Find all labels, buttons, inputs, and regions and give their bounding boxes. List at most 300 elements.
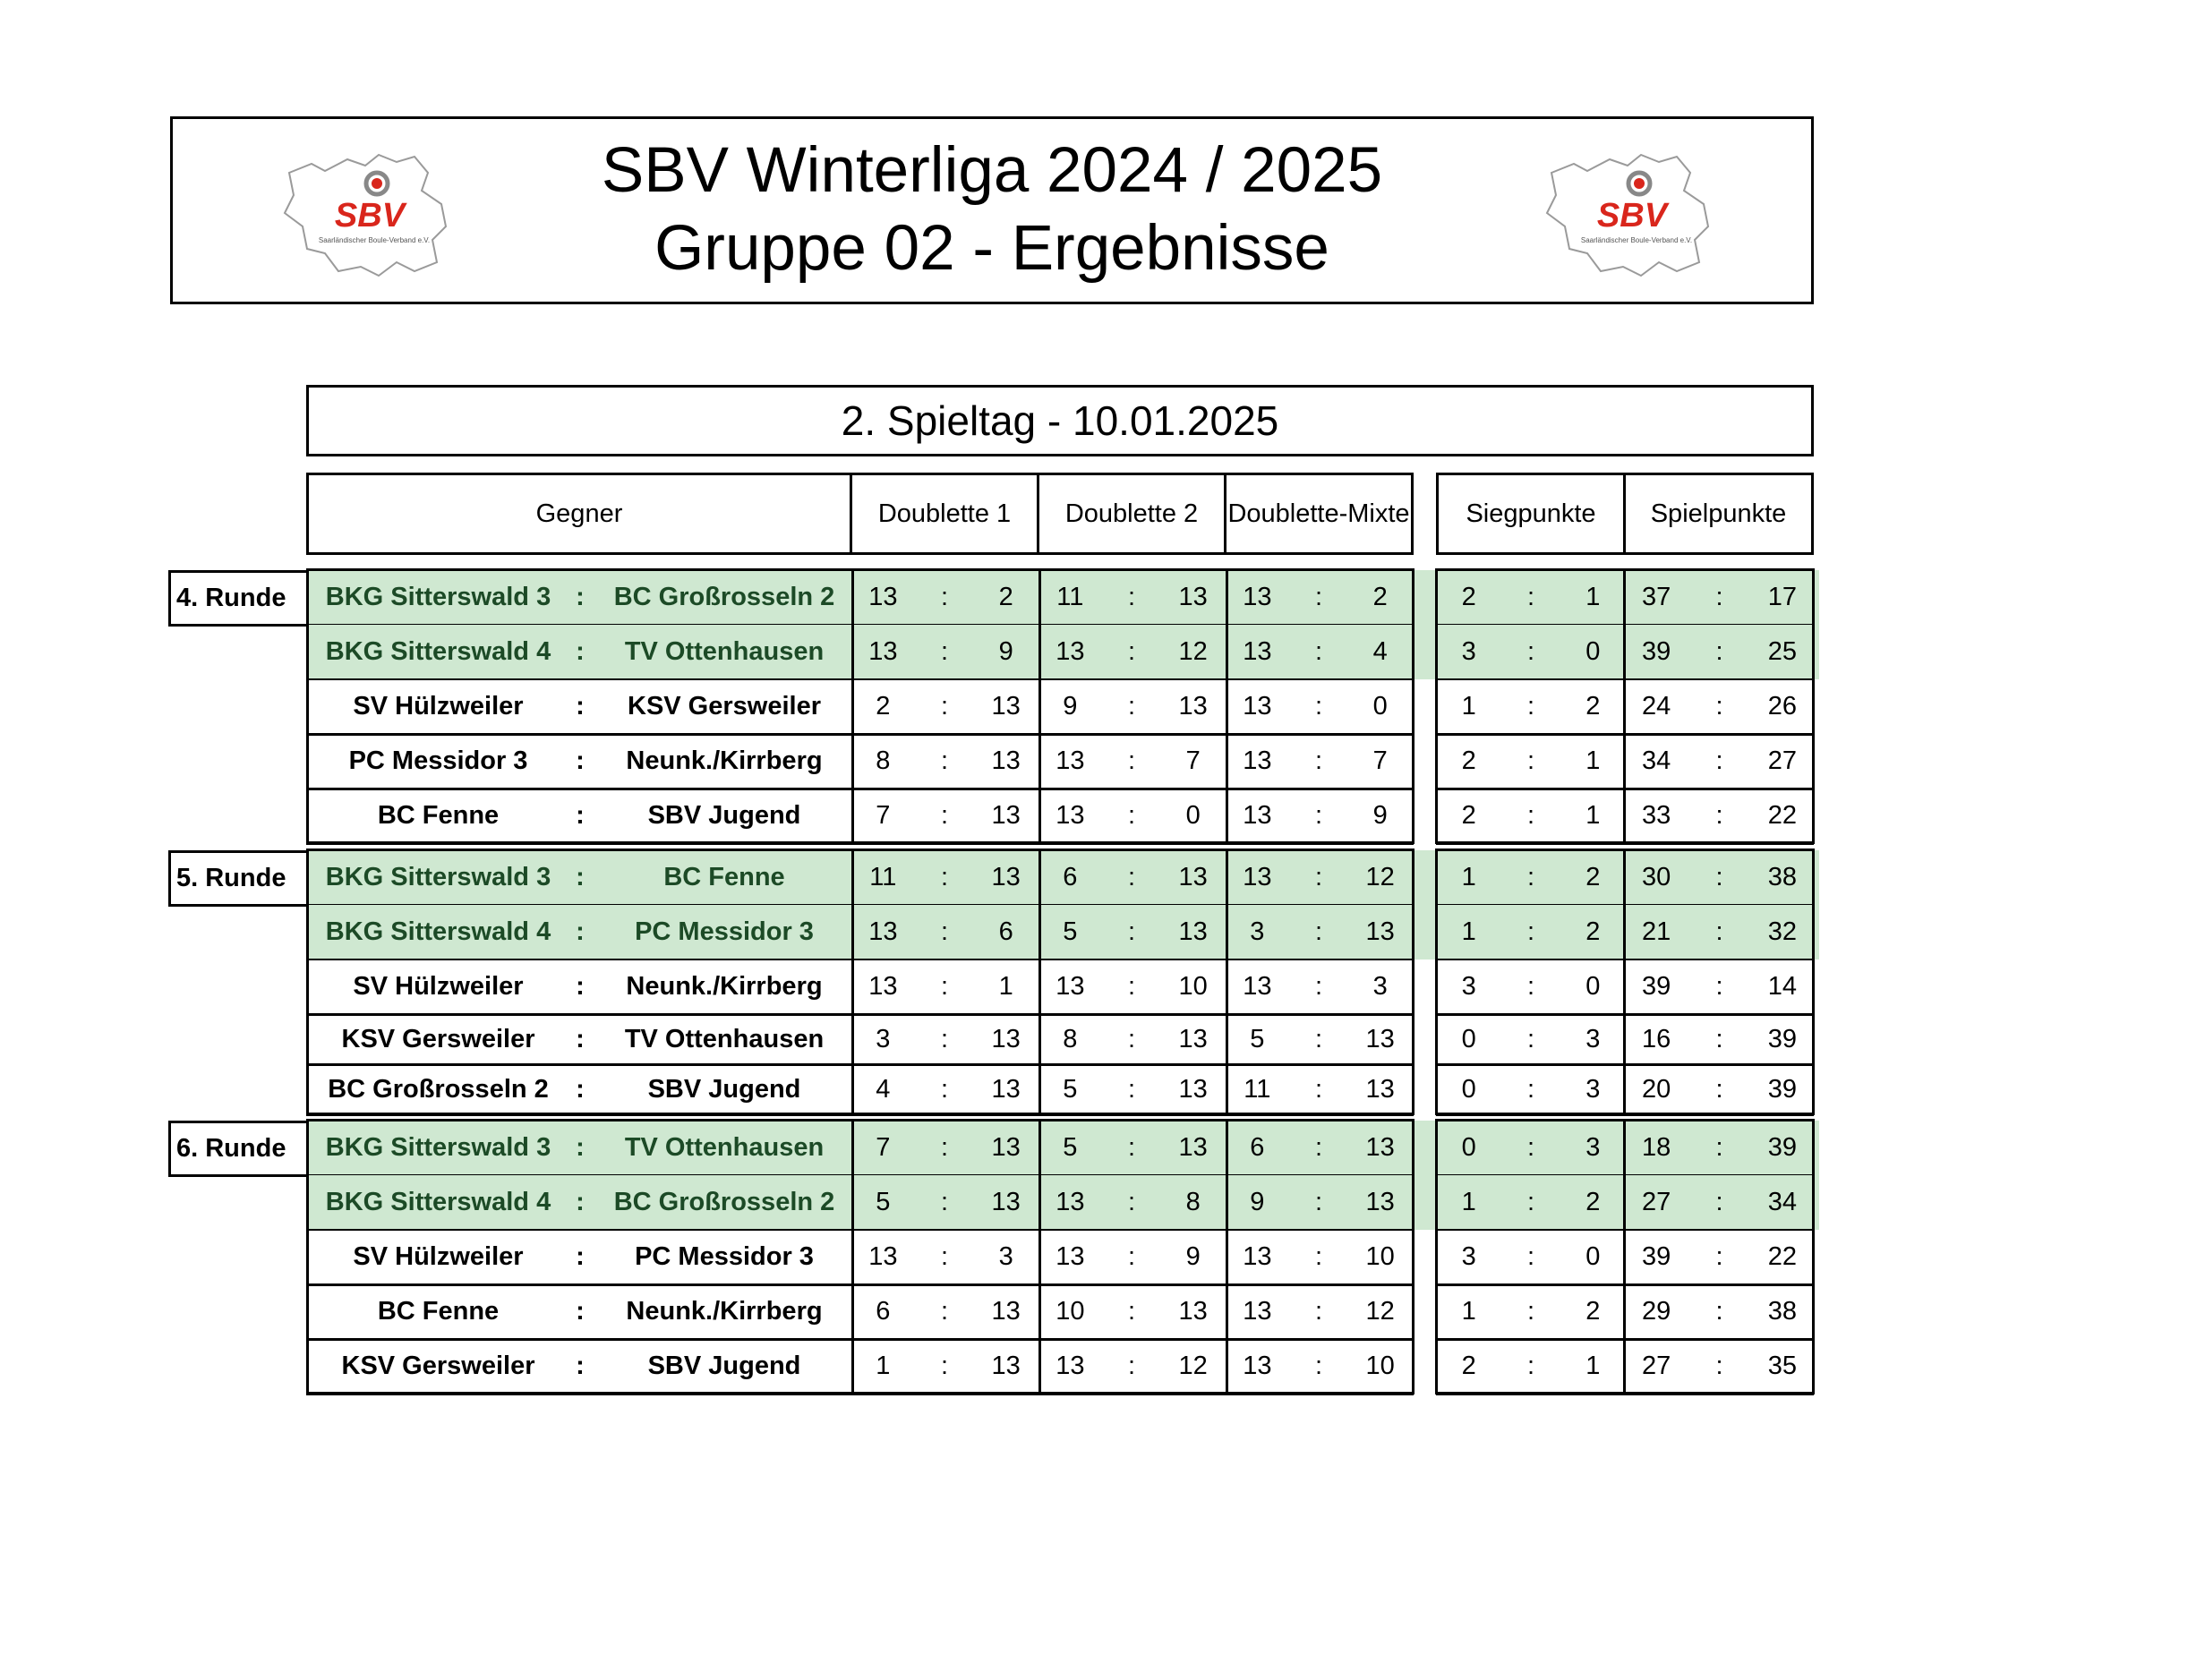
grid-line bbox=[1226, 1119, 1228, 1394]
mx-score-left: 13 bbox=[1243, 583, 1272, 611]
sp-score-left: 0 bbox=[1461, 1133, 1476, 1162]
match-row bbox=[0, 1175, 2188, 1230]
d1-score-left: 8 bbox=[876, 746, 891, 775]
d2-separator: : bbox=[1127, 637, 1136, 666]
d1-score-left: 13 bbox=[868, 583, 898, 611]
mx-score-left: 9 bbox=[1250, 1188, 1265, 1216]
mx-separator: : bbox=[1314, 1074, 1323, 1104]
d1-score-left: 7 bbox=[876, 801, 891, 830]
d1-separator: : bbox=[940, 1133, 949, 1162]
sp-separator: : bbox=[1526, 583, 1535, 611]
sp-separator: : bbox=[1526, 1133, 1535, 1162]
d1-score-right: 6 bbox=[998, 917, 1013, 946]
home-team: KSV Gersweiler bbox=[341, 1352, 535, 1380]
away-team: BC Großrosseln 2 bbox=[613, 1188, 835, 1216]
d1-score-right: 3 bbox=[998, 1242, 1013, 1271]
sp-score-left: 0 bbox=[1461, 1024, 1476, 1053]
mx-separator: : bbox=[1314, 801, 1323, 830]
pts-score-right: 26 bbox=[1767, 692, 1797, 721]
grid-line bbox=[1812, 568, 1815, 844]
d2-score-left: 13 bbox=[1056, 1188, 1085, 1216]
team-separator: : bbox=[576, 1074, 585, 1104]
d2-score-left: 13 bbox=[1056, 1242, 1085, 1271]
pts-separator: : bbox=[1715, 692, 1723, 721]
mx-score-right: 13 bbox=[1365, 1188, 1395, 1216]
d1-score-left: 1 bbox=[876, 1352, 891, 1380]
mx-score-right: 13 bbox=[1365, 1024, 1395, 1053]
team-separator: : bbox=[576, 1297, 585, 1326]
pts-score-left: 27 bbox=[1642, 1188, 1671, 1216]
d2-score-right: 7 bbox=[1185, 746, 1201, 775]
mx-score-right: 0 bbox=[1372, 692, 1388, 721]
d2-score-left: 5 bbox=[1063, 1133, 1078, 1162]
team-separator: : bbox=[576, 801, 585, 830]
d2-score-right: 12 bbox=[1178, 637, 1208, 666]
pts-score-left: 29 bbox=[1642, 1297, 1671, 1326]
d1-separator: : bbox=[940, 692, 949, 721]
d1-separator: : bbox=[940, 1297, 949, 1326]
d2-score-left: 13 bbox=[1056, 637, 1085, 666]
d2-separator: : bbox=[1127, 583, 1136, 611]
match-row bbox=[0, 1339, 2188, 1394]
mx-separator: : bbox=[1314, 583, 1323, 611]
pts-score-right: 38 bbox=[1767, 1297, 1797, 1326]
mx-score-left: 13 bbox=[1243, 972, 1272, 1001]
d2-separator: : bbox=[1127, 1133, 1136, 1162]
sp-score-left: 3 bbox=[1461, 1242, 1476, 1271]
mx-score-right: 3 bbox=[1372, 972, 1388, 1001]
match-row bbox=[0, 570, 2188, 625]
mx-score-left: 13 bbox=[1243, 863, 1272, 891]
grid-line bbox=[1038, 568, 1041, 844]
match-row bbox=[0, 1121, 2188, 1175]
d2-score-left: 5 bbox=[1063, 917, 1078, 946]
pts-separator: : bbox=[1715, 863, 1723, 891]
sp-score-left: 2 bbox=[1461, 583, 1476, 611]
sp-separator: : bbox=[1526, 863, 1535, 891]
pts-score-right: 25 bbox=[1767, 637, 1797, 666]
d1-score-left: 13 bbox=[868, 637, 898, 666]
mx-score-left: 13 bbox=[1243, 746, 1272, 775]
home-team: BC Großrosseln 2 bbox=[328, 1074, 549, 1104]
d2-separator: : bbox=[1127, 746, 1136, 775]
d2-score-right: 0 bbox=[1185, 801, 1201, 830]
match-row bbox=[0, 1284, 2188, 1339]
pts-separator: : bbox=[1715, 1352, 1723, 1380]
d2-separator: : bbox=[1127, 1352, 1136, 1380]
grid-line bbox=[1226, 568, 1228, 844]
home-team: BKG Sitterswald 3 bbox=[325, 863, 551, 891]
d2-score-left: 11 bbox=[1056, 583, 1084, 611]
d2-score-left: 8 bbox=[1063, 1024, 1078, 1053]
d2-score-right: 13 bbox=[1178, 863, 1208, 891]
pts-separator: : bbox=[1715, 1188, 1723, 1216]
grid-line bbox=[306, 841, 1414, 844]
grid-line bbox=[1435, 1119, 1438, 1394]
mx-separator: : bbox=[1314, 972, 1323, 1001]
pts-separator: : bbox=[1715, 917, 1723, 946]
pts-score-left: 16 bbox=[1642, 1024, 1671, 1053]
mx-score-right: 13 bbox=[1365, 917, 1395, 946]
sp-score-left: 2 bbox=[1461, 801, 1476, 830]
mx-score-left: 13 bbox=[1243, 801, 1272, 830]
pts-separator: : bbox=[1715, 1297, 1723, 1326]
d2-score-right: 12 bbox=[1178, 1352, 1208, 1380]
svg-text:SBV: SBV bbox=[334, 197, 406, 235]
away-team: SBV Jugend bbox=[647, 1074, 801, 1104]
sp-score-left: 1 bbox=[1461, 863, 1476, 891]
pts-separator: : bbox=[1715, 637, 1723, 666]
mx-score-left: 13 bbox=[1243, 1297, 1272, 1326]
d2-score-right: 9 bbox=[1185, 1242, 1201, 1271]
grid-line bbox=[1038, 849, 1041, 1115]
mx-score-left: 13 bbox=[1243, 692, 1272, 721]
d2-score-left: 13 bbox=[1056, 972, 1085, 1001]
mx-separator: : bbox=[1314, 1352, 1323, 1380]
column-header-siegpunkte: Siegpunkte bbox=[1436, 473, 1626, 555]
mx-separator: : bbox=[1314, 637, 1323, 666]
pts-score-left: 18 bbox=[1642, 1133, 1671, 1162]
d2-separator: : bbox=[1127, 801, 1136, 830]
mx-separator: : bbox=[1314, 1024, 1323, 1053]
sp-score-right: 3 bbox=[1585, 1133, 1601, 1162]
d1-score-left: 13 bbox=[868, 917, 898, 946]
home-team: BC Fenne bbox=[377, 801, 500, 830]
pts-score-right: 34 bbox=[1767, 1188, 1797, 1216]
team-separator: : bbox=[576, 972, 585, 1001]
grid-line bbox=[306, 1113, 1414, 1115]
home-team: BKG Sitterswald 4 bbox=[325, 917, 551, 946]
team-separator: : bbox=[576, 1024, 585, 1053]
sp-separator: : bbox=[1526, 972, 1535, 1001]
match-row bbox=[0, 1064, 2188, 1114]
d2-separator: : bbox=[1127, 692, 1136, 721]
d1-separator: : bbox=[940, 1188, 949, 1216]
mx-score-right: 12 bbox=[1365, 1297, 1395, 1326]
grid-line bbox=[1038, 1119, 1041, 1394]
d2-score-left: 13 bbox=[1056, 801, 1085, 830]
mx-score-right: 9 bbox=[1372, 801, 1388, 830]
pts-separator: : bbox=[1715, 583, 1723, 611]
d1-score-right: 13 bbox=[991, 746, 1021, 775]
mx-separator: : bbox=[1314, 1297, 1323, 1326]
grid-line bbox=[306, 1392, 1414, 1394]
sp-separator: : bbox=[1526, 1297, 1535, 1326]
round-label: 4. Runde bbox=[168, 570, 309, 627]
sp-score-left: 3 bbox=[1461, 972, 1476, 1001]
home-team: BKG Sitterswald 3 bbox=[325, 583, 551, 611]
d1-separator: : bbox=[940, 637, 949, 666]
sp-separator: : bbox=[1526, 692, 1535, 721]
d1-score-right: 13 bbox=[991, 1024, 1021, 1053]
mx-separator: : bbox=[1314, 692, 1323, 721]
sp-score-left: 3 bbox=[1461, 637, 1476, 666]
home-team: BC Fenne bbox=[377, 1297, 500, 1326]
pts-score-right: 39 bbox=[1767, 1074, 1797, 1104]
sp-score-right: 3 bbox=[1585, 1074, 1601, 1104]
pts-score-left: 34 bbox=[1642, 746, 1671, 775]
mx-score-left: 13 bbox=[1243, 1242, 1272, 1271]
d2-score-right: 13 bbox=[1178, 1024, 1208, 1053]
d1-score-left: 13 bbox=[868, 1242, 898, 1271]
pts-score-left: 30 bbox=[1642, 863, 1671, 891]
mx-score-left: 13 bbox=[1243, 637, 1272, 666]
grid-line bbox=[1623, 849, 1626, 1115]
sp-score-left: 1 bbox=[1461, 1297, 1476, 1326]
sp-separator: : bbox=[1526, 1242, 1535, 1271]
sp-separator: : bbox=[1526, 1188, 1535, 1216]
pts-score-right: 22 bbox=[1767, 1242, 1797, 1271]
match-row bbox=[0, 959, 2188, 1014]
d1-score-right: 13 bbox=[991, 1188, 1021, 1216]
pts-separator: : bbox=[1715, 1133, 1723, 1162]
d1-score-left: 13 bbox=[868, 972, 898, 1001]
mx-score-right: 10 bbox=[1365, 1352, 1395, 1380]
d2-score-right: 13 bbox=[1178, 583, 1208, 611]
sp-score-left: 0 bbox=[1461, 1074, 1476, 1104]
d2-score-right: 13 bbox=[1178, 917, 1208, 946]
mx-separator: : bbox=[1314, 863, 1323, 891]
mx-score-right: 13 bbox=[1365, 1133, 1395, 1162]
sp-separator: : bbox=[1526, 917, 1535, 946]
sp-score-left: 1 bbox=[1461, 1188, 1476, 1216]
d1-separator: : bbox=[940, 583, 949, 611]
pts-score-right: 32 bbox=[1767, 917, 1797, 946]
sp-separator: : bbox=[1526, 1074, 1535, 1104]
home-team: BKG Sitterswald 4 bbox=[325, 1188, 551, 1216]
sp-score-right: 3 bbox=[1585, 1024, 1601, 1053]
d1-score-left: 6 bbox=[876, 1297, 891, 1326]
d1-score-right: 13 bbox=[991, 1074, 1021, 1104]
home-team: SV Hülzweiler bbox=[353, 972, 524, 1001]
d1-score-right: 9 bbox=[998, 637, 1013, 666]
sp-score-left: 2 bbox=[1461, 746, 1476, 775]
d2-score-right: 13 bbox=[1178, 1297, 1208, 1326]
home-team: PC Messidor 3 bbox=[348, 746, 528, 775]
d2-separator: : bbox=[1127, 1242, 1136, 1271]
grid-line bbox=[306, 1119, 1414, 1121]
d2-score-right: 13 bbox=[1178, 1133, 1208, 1162]
pts-score-right: 14 bbox=[1767, 972, 1797, 1001]
mx-separator: : bbox=[1314, 746, 1323, 775]
d2-score-left: 10 bbox=[1056, 1297, 1085, 1326]
d1-score-left: 3 bbox=[876, 1024, 891, 1053]
mx-score-left: 11 bbox=[1244, 1074, 1271, 1104]
sp-separator: : bbox=[1526, 1024, 1535, 1053]
sbv-logo-icon bbox=[1525, 137, 1731, 289]
pts-score-left: 33 bbox=[1642, 801, 1671, 830]
d1-score-left: 5 bbox=[876, 1188, 891, 1216]
d1-score-left: 7 bbox=[876, 1133, 891, 1162]
match-row bbox=[0, 1230, 2188, 1284]
match-row bbox=[0, 1014, 2188, 1064]
page-title: SBV Winterliga 2024 / 2025 bbox=[601, 135, 1383, 206]
grid-line bbox=[1412, 849, 1415, 1115]
d1-separator: : bbox=[940, 863, 949, 891]
d2-score-left: 13 bbox=[1056, 1352, 1085, 1380]
d1-score-right: 13 bbox=[991, 1352, 1021, 1380]
sp-score-left: 1 bbox=[1461, 692, 1476, 721]
match-row bbox=[0, 789, 2188, 843]
home-team: SV Hülzweiler bbox=[353, 692, 524, 721]
d1-separator: : bbox=[940, 801, 949, 830]
d2-score-right: 13 bbox=[1178, 1074, 1208, 1104]
team-separator: : bbox=[576, 863, 585, 891]
sp-separator: : bbox=[1526, 746, 1535, 775]
team-separator: : bbox=[576, 637, 585, 666]
sp-separator: : bbox=[1526, 1352, 1535, 1380]
grid-line bbox=[1435, 568, 1438, 844]
pts-separator: : bbox=[1715, 1024, 1723, 1053]
away-team: Neunk./Kirrberg bbox=[626, 1297, 823, 1326]
pts-score-right: 27 bbox=[1767, 746, 1797, 775]
mx-score-right: 2 bbox=[1372, 583, 1388, 611]
sp-score-right: 0 bbox=[1585, 972, 1601, 1001]
d1-score-right: 13 bbox=[991, 692, 1021, 721]
mx-score-right: 10 bbox=[1365, 1242, 1395, 1271]
d1-separator: : bbox=[940, 972, 949, 1001]
d2-score-right: 10 bbox=[1178, 972, 1208, 1001]
sp-score-right: 1 bbox=[1585, 801, 1601, 830]
team-separator: : bbox=[576, 746, 585, 775]
svg-text:Saarländischer Boule-Verband e: Saarländischer Boule-Verband e.V. bbox=[1580, 236, 1693, 244]
pts-separator: : bbox=[1715, 1242, 1723, 1271]
grid-line bbox=[306, 568, 309, 844]
match-row bbox=[0, 679, 2188, 734]
svg-text:Saarländischer Boule-Verband e: Saarländischer Boule-Verband e.V. bbox=[318, 236, 431, 244]
team-separator: : bbox=[576, 1352, 585, 1380]
sp-score-right: 2 bbox=[1585, 917, 1601, 946]
pts-score-left: 27 bbox=[1642, 1352, 1671, 1380]
sp-score-right: 2 bbox=[1585, 1188, 1601, 1216]
header-box bbox=[170, 116, 1814, 304]
home-team: SV Hülzweiler bbox=[353, 1242, 524, 1271]
column-header-gegner: Gegner bbox=[306, 473, 852, 555]
d2-separator: : bbox=[1127, 1297, 1136, 1326]
team-separator: : bbox=[576, 692, 585, 721]
sbv-logo-right bbox=[1525, 137, 1731, 289]
mx-score-left: 13 bbox=[1243, 1352, 1272, 1380]
away-team: Neunk./Kirrberg bbox=[626, 972, 823, 1001]
d1-score-left: 2 bbox=[876, 692, 891, 721]
away-team: SBV Jugend bbox=[647, 801, 801, 830]
pts-score-right: 35 bbox=[1767, 1352, 1797, 1380]
sp-score-right: 1 bbox=[1585, 583, 1601, 611]
match-row bbox=[0, 850, 2188, 905]
sp-score-right: 1 bbox=[1585, 1352, 1601, 1380]
d2-separator: : bbox=[1127, 1188, 1136, 1216]
d1-separator: : bbox=[940, 1242, 949, 1271]
mx-separator: : bbox=[1314, 1133, 1323, 1162]
pts-score-right: 22 bbox=[1767, 801, 1797, 830]
d1-separator: : bbox=[940, 746, 949, 775]
grid-line bbox=[306, 849, 309, 1115]
grid-line bbox=[1435, 849, 1438, 1115]
grid-line bbox=[1412, 1119, 1415, 1394]
sp-score-right: 0 bbox=[1585, 637, 1601, 666]
pts-score-right: 17 bbox=[1767, 583, 1797, 611]
grid-line bbox=[306, 568, 1414, 571]
d1-separator: : bbox=[940, 1074, 949, 1104]
mx-separator: : bbox=[1314, 1188, 1323, 1216]
d2-score-left: 5 bbox=[1063, 1074, 1078, 1104]
pts-score-right: 39 bbox=[1767, 1024, 1797, 1053]
pts-score-left: 21 bbox=[1642, 917, 1671, 946]
away-team: BC Großrosseln 2 bbox=[613, 583, 835, 611]
away-team: PC Messidor 3 bbox=[635, 1242, 814, 1271]
away-team: TV Ottenhausen bbox=[624, 1024, 825, 1053]
mx-score-right: 13 bbox=[1365, 1074, 1395, 1104]
pts-score-left: 20 bbox=[1642, 1074, 1671, 1104]
away-team: KSV Gersweiler bbox=[628, 692, 821, 721]
d2-separator: : bbox=[1127, 917, 1136, 946]
pts-separator: : bbox=[1715, 746, 1723, 775]
sp-score-right: 2 bbox=[1585, 863, 1601, 891]
mx-score-left: 5 bbox=[1250, 1024, 1265, 1053]
away-team: TV Ottenhausen bbox=[624, 637, 825, 666]
d2-separator: : bbox=[1127, 863, 1136, 891]
grid-line bbox=[1812, 1119, 1815, 1394]
d1-score-left: 11 bbox=[869, 863, 897, 891]
team-separator: : bbox=[576, 1133, 585, 1162]
d2-separator: : bbox=[1127, 972, 1136, 1001]
pts-score-right: 38 bbox=[1767, 863, 1797, 891]
d1-score-right: 1 bbox=[998, 972, 1013, 1001]
home-team: BKG Sitterswald 3 bbox=[325, 1133, 551, 1162]
round-label: 6. Runde bbox=[168, 1121, 309, 1177]
home-team: KSV Gersweiler bbox=[341, 1024, 535, 1053]
d2-score-right: 8 bbox=[1185, 1188, 1201, 1216]
d2-score-left: 13 bbox=[1056, 746, 1085, 775]
pts-separator: : bbox=[1715, 1074, 1723, 1104]
match-row bbox=[0, 905, 2188, 959]
d2-score-left: 6 bbox=[1063, 863, 1078, 891]
away-team: PC Messidor 3 bbox=[635, 917, 814, 946]
grid-line bbox=[306, 1119, 309, 1394]
pts-separator: : bbox=[1715, 972, 1723, 1001]
team-separator: : bbox=[576, 583, 585, 611]
d2-score-right: 13 bbox=[1178, 692, 1208, 721]
mx-score-right: 4 bbox=[1372, 637, 1388, 666]
sp-score-right: 2 bbox=[1585, 1297, 1601, 1326]
sp-score-left: 1 bbox=[1461, 917, 1476, 946]
match-row bbox=[0, 734, 2188, 789]
column-header-spielpunkte: Spielpunkte bbox=[1623, 473, 1814, 555]
column-header-mixte: Doublette-Mixte bbox=[1224, 473, 1414, 555]
mx-score-left: 6 bbox=[1250, 1133, 1265, 1162]
sp-separator: : bbox=[1526, 637, 1535, 666]
d2-score-left: 9 bbox=[1063, 692, 1078, 721]
team-separator: : bbox=[576, 917, 585, 946]
column-header-doublette1: Doublette 1 bbox=[850, 473, 1039, 555]
spieltag-title: 2. Spieltag - 10.01.2025 bbox=[306, 385, 1814, 456]
d1-score-right: 13 bbox=[991, 801, 1021, 830]
svg-text:SBV: SBV bbox=[1596, 197, 1668, 235]
grid-line bbox=[1412, 568, 1415, 844]
d1-score-right: 13 bbox=[991, 863, 1021, 891]
mx-score-right: 12 bbox=[1365, 863, 1395, 891]
d1-separator: : bbox=[940, 1352, 949, 1380]
home-team: BKG Sitterswald 4 bbox=[325, 637, 551, 666]
sp-score-right: 1 bbox=[1585, 746, 1601, 775]
d1-separator: : bbox=[940, 1024, 949, 1053]
sp-score-left: 2 bbox=[1461, 1352, 1476, 1380]
team-separator: : bbox=[576, 1242, 585, 1271]
mx-separator: : bbox=[1314, 917, 1323, 946]
away-team: TV Ottenhausen bbox=[624, 1133, 825, 1162]
column-header-doublette2: Doublette 2 bbox=[1037, 473, 1226, 555]
pts-score-left: 37 bbox=[1642, 583, 1671, 611]
